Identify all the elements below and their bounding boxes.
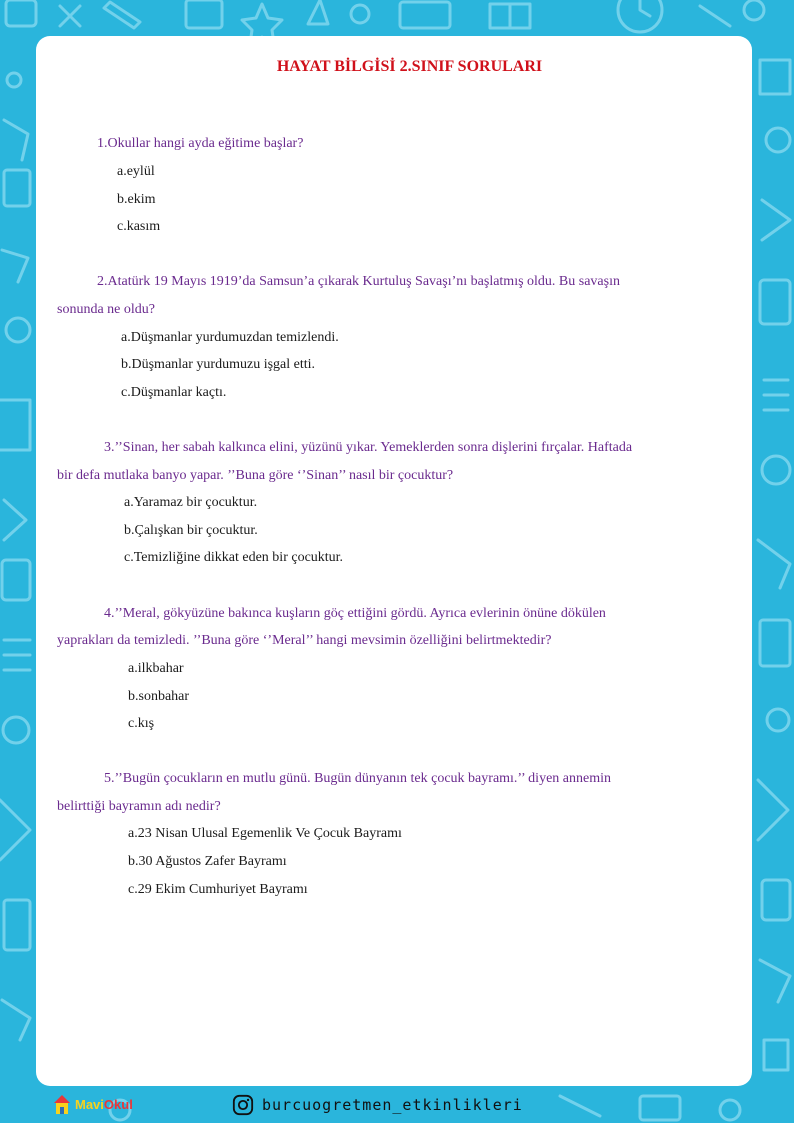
question-1-text: 1.Okullar hangi ayda eğitime başlar? — [97, 136, 304, 151]
brand-logo — [52, 1093, 133, 1115]
question-4-option-c: c.kış — [128, 716, 155, 731]
instagram-footer[interactable] — [232, 1094, 523, 1116]
question-2-text-line1: 2.Atatürk 19 Mayıs 1919’da Samsun’a çıkarak Kurtuluş Savaşı’nı başlatmış oldu. Bu savaşın — [97, 274, 620, 289]
question-1-option-b: b.ekim — [117, 192, 156, 207]
school-house-icon — [52, 1093, 72, 1115]
question-3-option-a: a.Yaramaz bir çocuktur. — [124, 495, 258, 510]
question-5-text-line2: belirttiği bayramın adı nedir? — [57, 799, 221, 814]
question-4-option-a: a.ilkbahar — [128, 661, 184, 676]
question-5-text-line1: 5.’’Bugün çocukların en mutlu günü. Bugün dünyanın tek çocuk bayramı.’’ diyen annemin — [104, 771, 611, 786]
question-3-option-b: b.Çalışkan bir çocuktur. — [124, 523, 258, 538]
question-4-text-line2: yaprakları da temizledi. ’’Buna göre ‘’Meral’’ hangi mevsimin özelliğini belirtmektedir? — [57, 633, 552, 648]
brand-logo-part1: Mavi — [75, 1096, 104, 1112]
question-5-option-b: b.30 Ağustos Zafer Bayramı — [128, 854, 287, 869]
question-5-option-a: a.23 Nisan Ulusal Egemenlik Ve Çocuk Bayramı — [128, 826, 402, 841]
question-2-text-line2: sonunda ne oldu? — [57, 302, 155, 317]
question-3-option-c: c.Temizliğine dikkat eden bir çocuktur. — [124, 550, 344, 565]
question-5-option-c: c.29 Ekim Cumhuriyet Bayramı — [128, 882, 308, 897]
page-title: HAYAT BİLGİSİ 2.SINIF SORULARI — [276, 58, 543, 75]
brand-logo-text — [75, 1097, 133, 1112]
question-2-option-a: a.Düşmanlar yurdumuzdan temizlendi. — [121, 330, 339, 345]
instagram-icon — [232, 1094, 254, 1116]
question-2-option-b: b.Düşmanlar yurdumuzu işgal etti. — [121, 357, 316, 372]
brand-logo-part2: Okul — [103, 1096, 133, 1112]
question-3-text-line2: bir defa mutlaka banyo yapar. ’’Buna göre ‘’Sinan’’ nasıl bir çocuktur? — [57, 468, 454, 483]
instagram-handle[interactable]: burcuogretmen_etkinlikleri — [262, 1096, 523, 1114]
question-2-option-c: c.Düşmanlar kaçtı. — [121, 385, 227, 400]
question-4-text-line1: 4.’’Meral, gökyüzüne bakınca kuşların göç ettiğini gördü. Ayrıca evlerinin önüne dökülen — [104, 606, 606, 621]
question-1-option-a: a.eylül — [117, 164, 155, 179]
question-3-text-line1: 3.’’Sinan, her sabah kalkınca elini, yüzünü yıkar. Yemeklerden sonra dişlerini fırçalar. Haftada — [104, 440, 633, 455]
question-1-option-c: c.kasım — [117, 219, 161, 234]
question-4-option-b: b.sonbahar — [128, 689, 190, 704]
